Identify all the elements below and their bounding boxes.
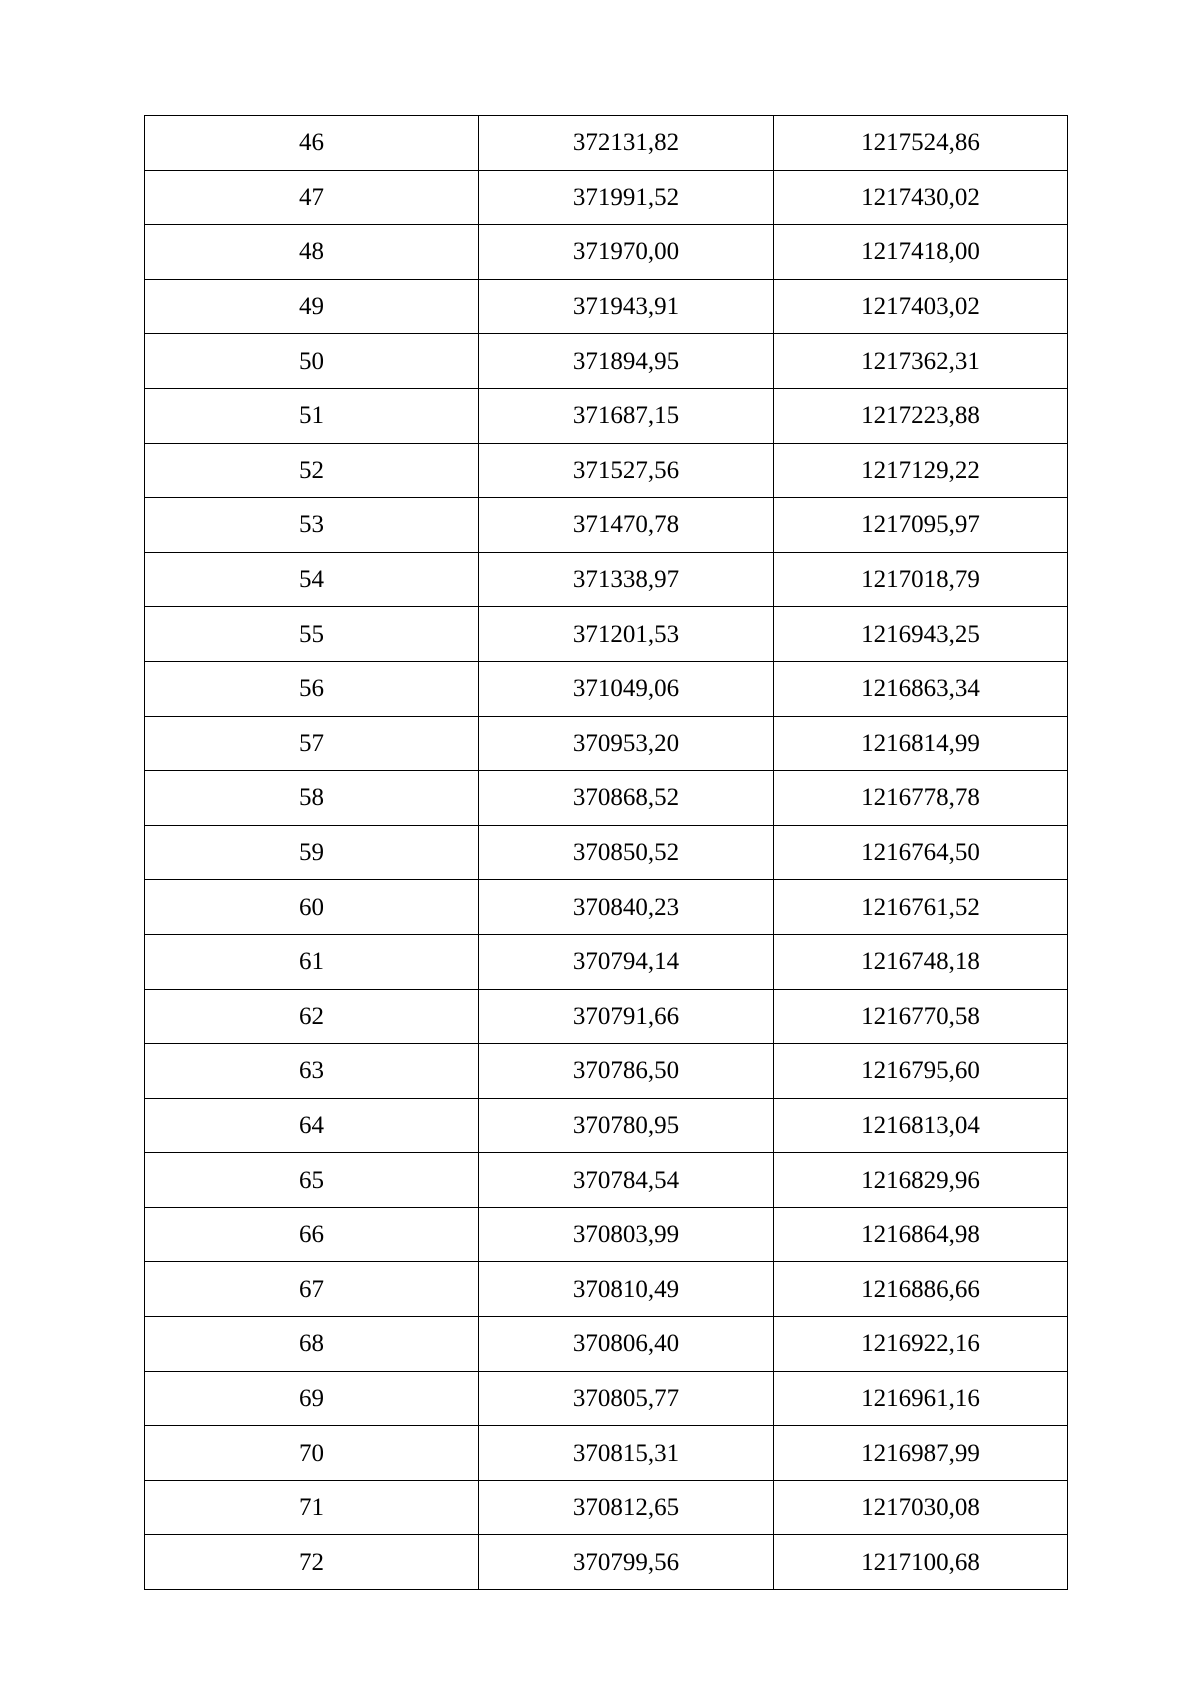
y-coordinate-cell: 1216987,99 [774, 1426, 1068, 1481]
y-coordinate-cell: 1217223,88 [774, 388, 1068, 443]
y-coordinate-cell: 1216778,78 [774, 771, 1068, 826]
table-row [145, 1262, 1068, 1317]
y-coordinate-cell: 1217095,97 [774, 498, 1068, 553]
point-number-cell: 47 [145, 170, 479, 225]
y-coordinate-cell: 1217403,02 [774, 279, 1068, 334]
table-row [145, 552, 1068, 607]
point-number-cell: 62 [145, 989, 479, 1044]
point-number-cell: 53 [145, 498, 479, 553]
table-row [145, 225, 1068, 280]
table-row [145, 880, 1068, 935]
table-row [145, 388, 1068, 443]
x-coordinate-cell: 370868,52 [479, 771, 774, 826]
table-row [145, 1426, 1068, 1481]
table-row [145, 1098, 1068, 1153]
x-coordinate-cell: 370784,54 [479, 1153, 774, 1208]
y-coordinate-cell: 1216761,52 [774, 880, 1068, 935]
table-row [145, 1153, 1068, 1208]
y-coordinate-cell: 1217362,31 [774, 334, 1068, 389]
table-row [145, 934, 1068, 989]
table-row [145, 279, 1068, 334]
x-coordinate-cell: 370786,50 [479, 1044, 774, 1099]
x-coordinate-cell: 371470,78 [479, 498, 774, 553]
table-row [145, 716, 1068, 771]
y-coordinate-cell: 1216922,16 [774, 1317, 1068, 1372]
point-number-cell: 70 [145, 1426, 479, 1481]
point-number-cell: 69 [145, 1371, 479, 1426]
x-coordinate-cell: 371894,95 [479, 334, 774, 389]
point-number-cell: 71 [145, 1480, 479, 1535]
table-row [145, 989, 1068, 1044]
table-row [145, 334, 1068, 389]
x-coordinate-cell: 371049,06 [479, 661, 774, 716]
x-coordinate-cell: 371970,00 [479, 225, 774, 280]
table-row [145, 1207, 1068, 1262]
point-number-cell: 66 [145, 1207, 479, 1262]
point-number-cell: 50 [145, 334, 479, 389]
x-coordinate-cell: 371943,91 [479, 279, 774, 334]
y-coordinate-cell: 1216795,60 [774, 1044, 1068, 1099]
y-coordinate-cell: 1216748,18 [774, 934, 1068, 989]
y-coordinate-cell: 1216961,16 [774, 1371, 1068, 1426]
point-number-cell: 56 [145, 661, 479, 716]
point-number-cell: 58 [145, 771, 479, 826]
y-coordinate-cell: 1216813,04 [774, 1098, 1068, 1153]
point-number-cell: 63 [145, 1044, 479, 1099]
table-row [145, 498, 1068, 553]
x-coordinate-cell: 370953,20 [479, 716, 774, 771]
y-coordinate-cell: 1216863,34 [774, 661, 1068, 716]
x-coordinate-cell: 370791,66 [479, 989, 774, 1044]
x-coordinate-cell: 370815,31 [479, 1426, 774, 1481]
point-number-cell: 49 [145, 279, 479, 334]
point-number-cell: 65 [145, 1153, 479, 1208]
x-coordinate-cell: 371201,53 [479, 607, 774, 662]
x-coordinate-cell: 370810,49 [479, 1262, 774, 1317]
point-number-cell: 59 [145, 825, 479, 880]
y-coordinate-cell: 1216764,50 [774, 825, 1068, 880]
y-coordinate-cell: 1217100,68 [774, 1535, 1068, 1590]
point-number-cell: 68 [145, 1317, 479, 1372]
x-coordinate-cell: 370805,77 [479, 1371, 774, 1426]
coordinates-table [144, 115, 1068, 1590]
point-number-cell: 54 [145, 552, 479, 607]
y-coordinate-cell: 1217524,86 [774, 116, 1068, 171]
y-coordinate-cell: 1216829,96 [774, 1153, 1068, 1208]
table-row [145, 443, 1068, 498]
table-row [145, 1480, 1068, 1535]
x-coordinate-cell: 370806,40 [479, 1317, 774, 1372]
x-coordinate-cell: 370803,99 [479, 1207, 774, 1262]
x-coordinate-cell: 370780,95 [479, 1098, 774, 1153]
x-coordinate-cell: 372131,82 [479, 116, 774, 171]
point-number-cell: 60 [145, 880, 479, 935]
point-number-cell: 46 [145, 116, 479, 171]
point-number-cell: 72 [145, 1535, 479, 1590]
y-coordinate-cell: 1216886,66 [774, 1262, 1068, 1317]
table-row [145, 1317, 1068, 1372]
point-number-cell: 52 [145, 443, 479, 498]
y-coordinate-cell: 1216770,58 [774, 989, 1068, 1044]
table-row [145, 771, 1068, 826]
y-coordinate-cell: 1216814,99 [774, 716, 1068, 771]
x-coordinate-cell: 371687,15 [479, 388, 774, 443]
x-coordinate-cell: 371527,56 [479, 443, 774, 498]
point-number-cell: 57 [145, 716, 479, 771]
table-row [145, 825, 1068, 880]
point-number-cell: 48 [145, 225, 479, 280]
x-coordinate-cell: 371991,52 [479, 170, 774, 225]
y-coordinate-cell: 1217418,00 [774, 225, 1068, 280]
y-coordinate-cell: 1216943,25 [774, 607, 1068, 662]
table-row [145, 1535, 1068, 1590]
point-number-cell: 55 [145, 607, 479, 662]
table-row [145, 1044, 1068, 1099]
y-coordinate-cell: 1217129,22 [774, 443, 1068, 498]
coordinates-table-body [145, 116, 1068, 1590]
point-number-cell: 67 [145, 1262, 479, 1317]
point-number-cell: 64 [145, 1098, 479, 1153]
table-row [145, 170, 1068, 225]
x-coordinate-cell: 370840,23 [479, 880, 774, 935]
y-coordinate-cell: 1217030,08 [774, 1480, 1068, 1535]
y-coordinate-cell: 1217430,02 [774, 170, 1068, 225]
x-coordinate-cell: 370799,56 [479, 1535, 774, 1590]
x-coordinate-cell: 371338,97 [479, 552, 774, 607]
point-number-cell: 51 [145, 388, 479, 443]
table-row [145, 661, 1068, 716]
y-coordinate-cell: 1216864,98 [774, 1207, 1068, 1262]
x-coordinate-cell: 370794,14 [479, 934, 774, 989]
y-coordinate-cell: 1217018,79 [774, 552, 1068, 607]
point-number-cell: 61 [145, 934, 479, 989]
table-row [145, 116, 1068, 171]
table-row [145, 607, 1068, 662]
x-coordinate-cell: 370850,52 [479, 825, 774, 880]
table-row [145, 1371, 1068, 1426]
x-coordinate-cell: 370812,65 [479, 1480, 774, 1535]
